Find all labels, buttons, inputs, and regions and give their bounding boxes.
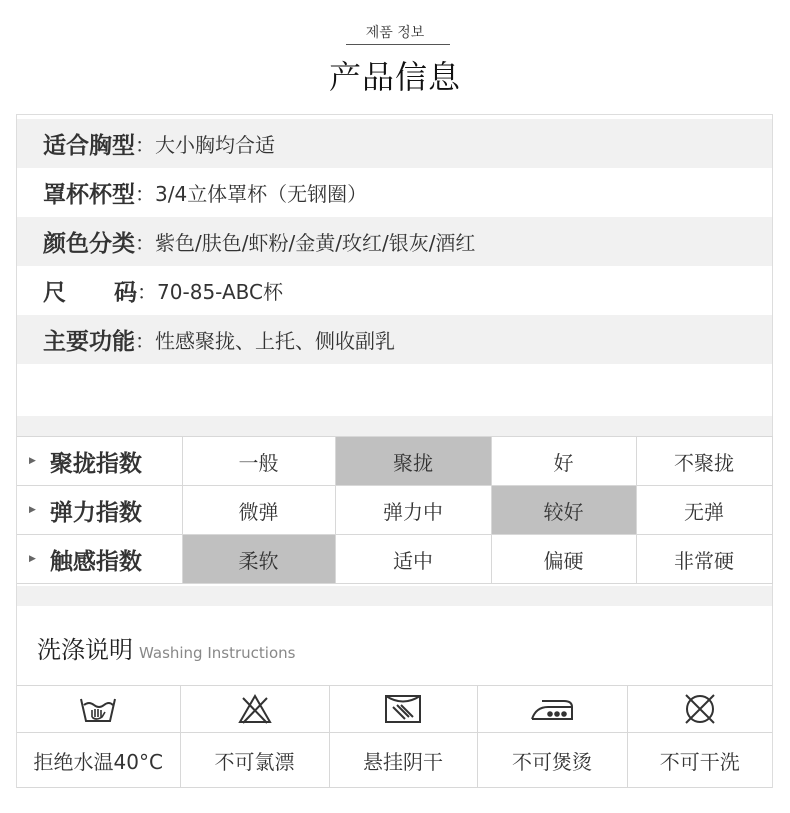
hang-dry-icon — [329, 686, 477, 733]
rating-label: ▶ 聚拢指数 — [17, 437, 182, 486]
spec-value: 紫色/肤色/虾粉/金黄/玫红/银灰/酒红 — [155, 231, 476, 255]
page-title: 产品信息 — [328, 58, 461, 96]
spec-row — [17, 168, 772, 217]
rating-option: 好 — [491, 437, 636, 486]
spec-value: 3/4立体罩杯（无钢圈） — [155, 182, 368, 206]
kicker-underline — [346, 44, 450, 45]
spec-value: 70-85-ABC杯 — [157, 280, 283, 304]
washing-label: 不可干洗 — [627, 733, 772, 788]
rating-option-selected: 较好 — [491, 486, 636, 535]
spec-value: 大小胸均合适 — [155, 133, 275, 157]
triangle-icon: ▶ — [29, 505, 36, 515]
rating-option: 一般 — [182, 437, 335, 486]
kicker: 제품 정보 — [365, 25, 425, 41]
section-divider — [17, 586, 772, 606]
rating-option-selected: 聚拢 — [335, 437, 491, 486]
no-bleach-icon — [180, 686, 329, 733]
washing-title: 洗涤说明 — [37, 636, 133, 664]
rating-label: ▶ 触感指数 — [17, 535, 182, 584]
table-row — [17, 486, 772, 535]
rating-option: 弹力中 — [335, 486, 491, 535]
spec-row — [17, 217, 772, 266]
rating-option: 无弹 — [636, 486, 772, 535]
spec-key: 主要功能 — [43, 329, 135, 355]
rating-option: 适中 — [335, 535, 491, 584]
spec-sep: ： — [137, 280, 158, 304]
washing-heading — [37, 630, 295, 665]
hand-wash-icon — [17, 686, 180, 733]
spec-sep: ： — [135, 133, 155, 157]
washing-subtitle: Washing Instructions — [139, 644, 296, 662]
triangle-icon: ▶ — [29, 456, 36, 466]
spec-row — [17, 119, 772, 168]
spec-row — [17, 315, 772, 364]
washing-table — [17, 685, 772, 788]
table-row — [17, 535, 772, 584]
spec-sep: ： — [135, 329, 155, 353]
spec-key: 罩杯杯型 — [43, 182, 135, 208]
rating-option-selected: 柔软 — [182, 535, 335, 584]
spec-sep: ： — [135, 231, 155, 255]
rating-table — [17, 436, 773, 584]
spec-sep: ： — [135, 182, 155, 206]
rating-option: 微弹 — [182, 486, 335, 535]
table-row — [17, 437, 772, 486]
spec-key: 尺 码 — [43, 280, 138, 306]
iron-icon — [477, 686, 627, 733]
spec-key: 适合胸型 — [43, 133, 135, 159]
spec-row — [17, 266, 772, 315]
section-divider — [17, 416, 772, 436]
rating-option: 非常硬 — [636, 535, 772, 584]
washing-label: 不可煲烫 — [477, 733, 627, 788]
no-dry-clean-icon — [627, 686, 772, 733]
spec-value: 性感聚拢、上托、侧收副乳 — [155, 329, 395, 353]
rating-option: 不聚拢 — [636, 437, 772, 486]
washing-label: 拒绝水温40°C — [17, 733, 180, 788]
triangle-icon: ▶ — [29, 554, 36, 564]
washing-label: 不可氯漂 — [180, 733, 329, 788]
washing-label: 悬挂阴干 — [329, 733, 477, 788]
spec-key: 颜色分类 — [43, 231, 135, 257]
rating-option: 偏硬 — [491, 535, 636, 584]
rating-label: ▶ 弹力指数 — [17, 486, 182, 535]
